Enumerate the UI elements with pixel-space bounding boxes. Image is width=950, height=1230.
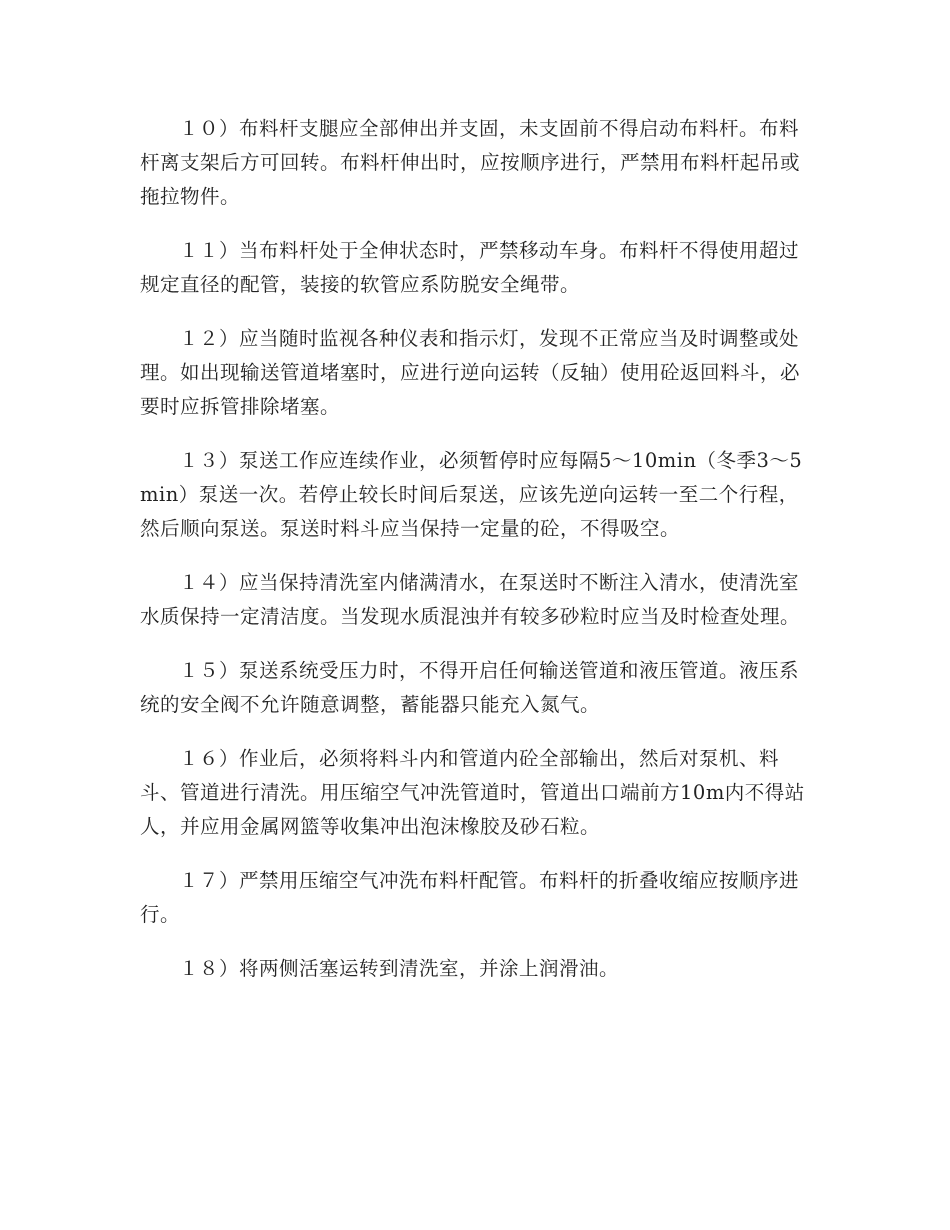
paragraph-13: １３）泵送工作应连续作业，必须暂停时应每隔5～10min（冬季3～5min）泵送一次。若停止较长时间后泵送，应该先逆向运转一至二个行程，然后顺向泵送。泵送时料斗应当保持一定量的砼，不得吸空。 [140,449,803,540]
paragraph-15: １５）泵送系统受压力时，不得开启任何输送管道和液压管道。液压系统的安全阀不允许随意调整，蓄能器只能充入氮气。 [140,659,800,716]
paragraph-16: １６）作业后，必须将料斗内和管道内砼全部输出，然后对泵机、料斗、管道进行清洗。用压缩空气冲洗管道时，管道出口端前方10m内不得站人，并应用金属网篮等收集冲出泡沫橡胶及砂石粒。 [140,747,805,838]
paragraph-18: １８）将两侧活塞运转到清洗室，并涂上润滑油。 [179,957,620,980]
paragraph-11: １１）当布料杆处于全伸状态时，严禁移动车身。布料杆不得使用超过规定直径的配管，装接的软管应系防脱安全绳带。 [140,239,800,296]
paragraph-12: １２）应当随时监视各种仪表和指示灯，发现不正常应当及时调整或处理。如出现输送管道堵塞时，应进行逆向运转（反轴）使用砼返回料斗，必要时应拆管排除堵塞。 [140,327,801,418]
paragraph-10: １０）布料杆支腿应全部伸出并支固，未支固前不得启动布料杆。布料杆离支架后方可回转。布料杆伸出时，应按顺序进行，严禁用布料杆起吊或拖拉物件。 [140,117,801,208]
paragraph-17: １７）严禁用压缩空气冲洗布料杆配管。布料杆的折叠收缩应按顺序进行。 [140,869,800,926]
paragraph-14: １４）应当保持清洗室内储满清水，在泵送时不断注入清水，使清洗室水质保持一定清洁度。当发现水质混浊并有较多砂粒时应当及时检查处理。 [140,571,801,628]
